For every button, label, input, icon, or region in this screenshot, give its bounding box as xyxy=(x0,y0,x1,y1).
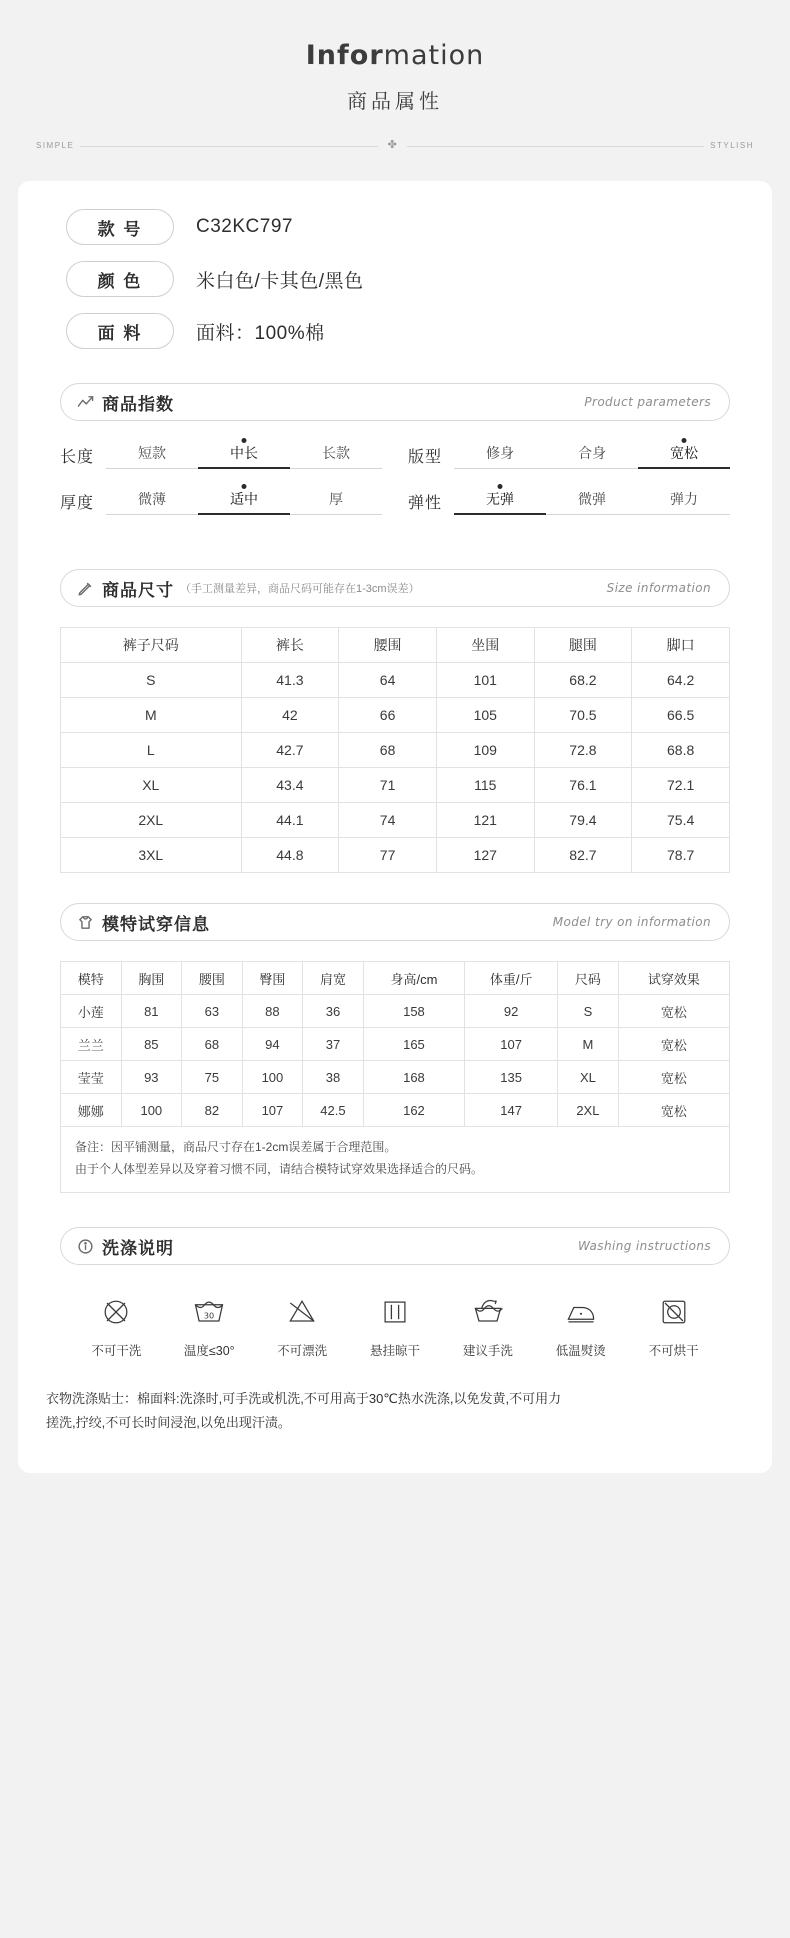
wash-label: 不可漂洗 xyxy=(277,1344,328,1359)
table-row xyxy=(61,768,730,803)
header-tag-right: STYLISH xyxy=(704,141,760,150)
table-row xyxy=(61,1028,730,1061)
hand-wash-icon xyxy=(469,1291,507,1333)
table-cell: 68 xyxy=(182,1028,243,1061)
wash-label: 不可烘干 xyxy=(648,1344,699,1359)
table-cell: 78.7 xyxy=(632,838,730,873)
note-line: 由于个人体型差异以及穿着习惯不同，请结合模特试穿效果选择适合的尺码。 xyxy=(75,1161,484,1176)
attribute-label: 颜 色 xyxy=(66,261,174,297)
table-cell: 75.4 xyxy=(632,803,730,838)
table-cell: XL xyxy=(558,1061,619,1094)
table-header-row xyxy=(61,962,730,995)
index-label: 长度 xyxy=(60,449,95,466)
table-row xyxy=(61,838,730,873)
table-cell: 162 xyxy=(363,1094,464,1127)
no-bleach-icon xyxy=(283,1291,321,1333)
table-cell: 109 xyxy=(436,733,534,768)
selected-dot-icon xyxy=(682,438,687,443)
index-option[interactable]: 微薄 xyxy=(106,489,198,515)
footer-spacer xyxy=(0,1473,790,1513)
table-cell: 3XL xyxy=(61,838,242,873)
table-header-cell: 尺码 xyxy=(558,962,619,995)
table-cell: 宽松 xyxy=(618,1094,729,1127)
index-option-selected[interactable] xyxy=(198,489,290,515)
product-index-column-right xyxy=(408,443,730,535)
section-header-washing xyxy=(60,1227,730,1265)
table-cell: 121 xyxy=(436,803,534,838)
table-cell: 66 xyxy=(339,698,437,733)
index-option-label: 适中 xyxy=(230,491,258,507)
table-cell: 68.2 xyxy=(534,663,632,698)
index-option[interactable]: 微弹 xyxy=(546,489,638,515)
page-header xyxy=(0,0,790,151)
wash-icon-list xyxy=(70,1291,720,1359)
wash-item xyxy=(441,1291,534,1359)
wash-label: 建议手洗 xyxy=(462,1344,513,1359)
table-cell: 莹莹 xyxy=(61,1061,122,1094)
table-cell: 74 xyxy=(339,803,437,838)
table-cell: 115 xyxy=(436,768,534,803)
table-header-cell: 脚口 xyxy=(632,628,730,663)
table-row xyxy=(61,1094,730,1127)
table-cell: 43.4 xyxy=(241,768,339,803)
wash-item xyxy=(627,1291,720,1359)
table-cell: 165 xyxy=(363,1028,464,1061)
table-cell: 100 xyxy=(242,1061,303,1094)
table-header-cell: 模特 xyxy=(61,962,122,995)
table-header-cell: 肩宽 xyxy=(303,962,364,995)
table-cell: M xyxy=(558,1028,619,1061)
table-cell: 64.2 xyxy=(632,663,730,698)
table-cell: 77 xyxy=(339,838,437,873)
table-cell: 147 xyxy=(465,1094,558,1127)
table-cell: 82 xyxy=(182,1094,243,1127)
table-row xyxy=(61,1061,730,1094)
table-cell: M xyxy=(61,698,242,733)
table-cell: 81 xyxy=(121,995,182,1028)
table-cell: 135 xyxy=(465,1061,558,1094)
table-cell: 64 xyxy=(339,663,437,698)
index-option[interactable]: 厚 xyxy=(290,489,382,515)
section-title-en: Model try on information xyxy=(552,915,711,929)
tips-line: 搓洗,拧绞,不可长时间浸泡,以免出现汗渍。 xyxy=(46,1415,291,1431)
table-cell: 93 xyxy=(121,1061,182,1094)
selected-dot-icon xyxy=(242,484,247,489)
index-option-label: 宽松 xyxy=(670,445,698,461)
wash-item xyxy=(163,1291,256,1359)
table-cell: XL xyxy=(61,768,242,803)
table-row xyxy=(61,733,730,768)
table-cell: 107 xyxy=(242,1094,303,1127)
wash-30-icon xyxy=(190,1291,228,1333)
table-header-cell: 体重/斤 xyxy=(465,962,558,995)
table-header-cell: 腿围 xyxy=(534,628,632,663)
section-header-model xyxy=(60,903,730,941)
model-table-note xyxy=(60,1127,730,1193)
table-cell: S xyxy=(558,995,619,1028)
section-title-en: Washing instructions xyxy=(577,1239,711,1254)
size-table xyxy=(60,627,730,873)
table-header-cell: 试穿效果 xyxy=(618,962,729,995)
index-option[interactable]: 修身 xyxy=(454,443,546,469)
attribute-label: 面 料 xyxy=(66,313,174,349)
wash-label: 不可干洗 xyxy=(91,1344,142,1359)
table-cell: 105 xyxy=(436,698,534,733)
table-cell: 82.7 xyxy=(534,838,632,873)
table-cell: 76.1 xyxy=(534,768,632,803)
table-cell: 娜娜 xyxy=(61,1094,122,1127)
table-header-cell: 裤子尺码 xyxy=(61,628,242,663)
header-divider xyxy=(30,140,760,151)
index-option[interactable]: 短款 xyxy=(106,443,198,469)
svg-text:30: 30 xyxy=(204,1310,215,1321)
section-title-en: Product parameters xyxy=(584,395,711,409)
selected-dot-icon xyxy=(498,484,503,489)
table-cell: 37 xyxy=(303,1028,364,1061)
table-cell: 71 xyxy=(339,768,437,803)
wash-item xyxy=(349,1291,442,1359)
table-cell: 94 xyxy=(242,1028,303,1061)
model-table xyxy=(60,961,730,1127)
table-row xyxy=(61,663,730,698)
shirt-icon xyxy=(77,914,94,931)
table-row xyxy=(61,698,730,733)
section-title: 洗涤说明 xyxy=(102,1238,174,1258)
attribute-label: 款 号 xyxy=(66,209,174,245)
section-title: 模特试穿信息 xyxy=(102,914,210,934)
table-cell: 宽松 xyxy=(618,1061,729,1094)
index-label: 厚度 xyxy=(60,495,95,512)
table-header-cell: 坐围 xyxy=(436,628,534,663)
attribute-value: 面料：100%棉 xyxy=(196,322,325,344)
index-option-selected[interactable] xyxy=(638,443,730,469)
table-cell: 36 xyxy=(303,995,364,1028)
table-cell: 宽松 xyxy=(618,1028,729,1061)
table-cell: 85 xyxy=(121,1028,182,1061)
index-option[interactable]: 合身 xyxy=(546,443,638,469)
info-circle-icon xyxy=(77,1238,94,1255)
index-option[interactable]: 长款 xyxy=(290,443,382,469)
wash-item xyxy=(70,1291,163,1359)
table-cell: 127 xyxy=(436,838,534,873)
table-cell: 小莲 xyxy=(61,995,122,1028)
table-cell: 41.3 xyxy=(241,663,339,698)
table-cell: 2XL xyxy=(61,803,242,838)
page-title-rest: mation xyxy=(383,40,485,71)
index-option-selected[interactable] xyxy=(454,489,546,515)
index-option-label: 中长 xyxy=(230,445,258,461)
washing-tips xyxy=(46,1387,744,1435)
section-header-size xyxy=(60,569,730,607)
table-cell: 79.4 xyxy=(534,803,632,838)
table-header-cell: 腰围 xyxy=(182,962,243,995)
note-line: 备注：因平铺测量，商品尺寸存在1-2cm误差属于合理范围。 xyxy=(75,1140,397,1154)
table-header-cell: 胸围 xyxy=(121,962,182,995)
table-cell: 75 xyxy=(182,1061,243,1094)
table-cell: 158 xyxy=(363,995,464,1028)
index-row-fit xyxy=(408,443,730,469)
attribute-row xyxy=(18,261,772,297)
attribute-list xyxy=(18,209,772,349)
table-row xyxy=(61,803,730,838)
wash-label: 温度≤30° xyxy=(183,1344,235,1359)
product-index-column-left xyxy=(60,443,382,535)
ruler-pen-icon xyxy=(77,580,94,597)
table-cell: 42.7 xyxy=(241,733,339,768)
table-cell: 66.5 xyxy=(632,698,730,733)
table-header-cell: 裤长 xyxy=(241,628,339,663)
table-cell: 42.5 xyxy=(303,1094,364,1127)
table-cell: 兰兰 xyxy=(61,1028,122,1061)
header-tag-left: SIMPLE xyxy=(30,141,80,150)
attribute-value: 米白色/卡其色/黑色 xyxy=(196,270,364,292)
wash-label: 悬挂晾干 xyxy=(370,1344,421,1359)
section-title-en: Size information xyxy=(606,581,711,595)
table-cell: 68 xyxy=(339,733,437,768)
index-row-elasticity xyxy=(408,489,730,515)
product-index-grid xyxy=(60,443,730,535)
table-header-cell: 臀围 xyxy=(242,962,303,995)
diamond-ornament-icon: ✤ xyxy=(378,140,407,151)
hang-dry-icon xyxy=(377,1291,413,1333)
table-cell: 宽松 xyxy=(618,995,729,1028)
table-cell: 107 xyxy=(465,1028,558,1061)
index-option-selected[interactable] xyxy=(198,443,290,469)
index-options xyxy=(106,443,382,469)
index-options xyxy=(454,489,730,515)
attribute-row xyxy=(18,209,772,245)
table-cell: L xyxy=(61,733,242,768)
low-iron-icon xyxy=(562,1291,600,1333)
index-option-label: 无弹 xyxy=(486,491,514,507)
table-cell: 44.1 xyxy=(241,803,339,838)
index-row-length xyxy=(60,443,382,469)
section-header-product-index xyxy=(60,383,730,421)
no-tumble-dry-icon xyxy=(656,1291,692,1333)
table-cell: S xyxy=(61,663,242,698)
wash-item xyxy=(256,1291,349,1359)
table-row xyxy=(61,995,730,1028)
index-row-thickness xyxy=(60,489,382,515)
table-header-row xyxy=(61,628,730,663)
no-dryclean-icon xyxy=(98,1291,134,1333)
table-cell: 38 xyxy=(303,1061,364,1094)
page-title xyxy=(0,40,790,71)
index-options xyxy=(106,489,382,515)
section-title: 商品指数 xyxy=(102,394,174,414)
table-cell: 44.8 xyxy=(241,838,339,873)
attribute-row xyxy=(18,313,772,349)
section-title: 商品尺寸 xyxy=(102,580,174,600)
table-cell: 68.8 xyxy=(632,733,730,768)
table-header-cell: 身高/cm xyxy=(363,962,464,995)
selected-dot-icon xyxy=(242,438,247,443)
index-option[interactable]: 弹力 xyxy=(638,489,730,515)
chart-line-icon xyxy=(77,394,94,411)
content-card xyxy=(18,181,772,1473)
table-cell: 92 xyxy=(465,995,558,1028)
index-label: 弹性 xyxy=(408,495,443,512)
table-cell: 63 xyxy=(182,995,243,1028)
wash-label: 低温熨烫 xyxy=(555,1344,606,1359)
table-cell: 100 xyxy=(121,1094,182,1127)
tips-line: 衣物洗涤贴士：棉面料:洗涤时,可手洗或机洗,不可用高于30℃热水洗涤,以免发黄,不可用力 xyxy=(46,1391,562,1407)
index-options xyxy=(454,443,730,469)
table-cell: 72.8 xyxy=(534,733,632,768)
table-cell: 70.5 xyxy=(534,698,632,733)
table-header-cell: 腰围 xyxy=(339,628,437,663)
attribute-value: C32KC797 xyxy=(196,216,293,237)
page-title-bold: Infor xyxy=(305,40,384,71)
page-subtitle: 商品属性 xyxy=(347,91,443,113)
table-cell: 2XL xyxy=(558,1094,619,1127)
table-cell: 42 xyxy=(241,698,339,733)
table-cell: 168 xyxy=(363,1061,464,1094)
section-note: （手工测量差异，商品尺码可能存在1-3cm误差） xyxy=(180,583,420,595)
wash-item xyxy=(534,1291,627,1359)
table-cell: 101 xyxy=(436,663,534,698)
index-label: 版型 xyxy=(408,449,443,466)
table-cell: 72.1 xyxy=(632,768,730,803)
table-cell: 88 xyxy=(242,995,303,1028)
